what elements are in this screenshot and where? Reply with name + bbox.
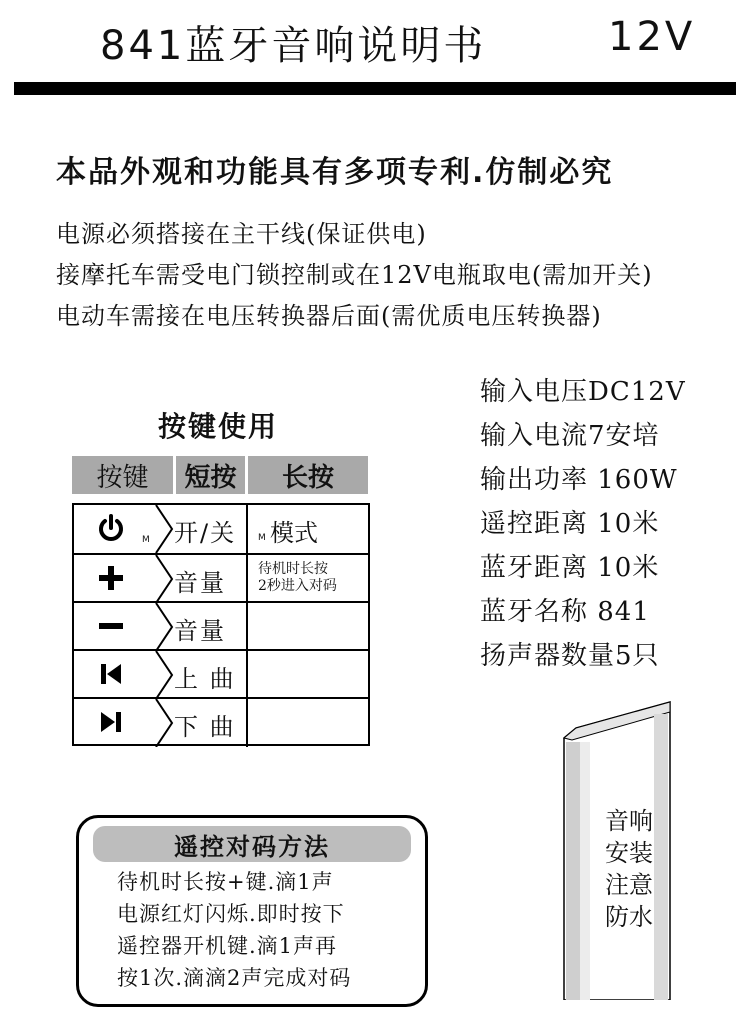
chevron-divider: [154, 603, 174, 651]
remote-pairing-box: [76, 815, 428, 1007]
spec-item: 输出功率 160W: [480, 465, 678, 495]
remote-pairing-steps: [117, 866, 351, 994]
plus-icon: [96, 563, 126, 593]
note-line: 注意: [605, 871, 653, 899]
remote-pairing-title: 遥控对码方法: [93, 826, 411, 862]
install-note: 接摩托车需受电门锁控制或在12V电瓶取电(需加开关): [56, 261, 653, 289]
short-press-label: 上 曲: [174, 665, 236, 693]
install-note: 电源必须搭接在主干线(保证供电): [56, 220, 427, 248]
column-divider: [246, 505, 248, 553]
table-row: [74, 505, 368, 553]
waterproof-note: [599, 805, 659, 933]
short-press-label: 开/关: [174, 519, 237, 547]
minus-icon: [96, 611, 126, 641]
note-line: 防水: [605, 903, 653, 931]
long-press-label: 待机时长按 2秒进入对码: [258, 561, 337, 594]
header-long-press: 长按: [248, 456, 368, 494]
buttons-table: [72, 503, 370, 746]
column-divider: [246, 555, 248, 603]
table-row: [74, 697, 368, 745]
patent-notice: 本品外观和功能具有多项专利.仿制必究: [56, 155, 614, 190]
title-rule: [14, 82, 736, 95]
chevron-divider: [154, 555, 174, 603]
short-press-label: 下 曲: [174, 713, 236, 741]
document-title: [100, 14, 696, 71]
table-row: [74, 601, 368, 649]
spec-item: 遥控距离 10米: [480, 509, 660, 539]
chevron-divider: [154, 505, 174, 553]
spec-item: 扬声器数量5只: [480, 641, 660, 671]
pairing-step: 电源红灯闪烁.即时按下: [117, 902, 345, 926]
column-divider: [246, 699, 248, 747]
mode-mark: M: [142, 535, 150, 545]
header-short-press: 短按: [176, 456, 245, 494]
chevron-divider: [154, 651, 174, 699]
pairing-step: 按1次.滴滴2声完成对码: [117, 966, 352, 990]
spec-item: 蓝牙距离 10米: [480, 553, 660, 583]
table-row: [74, 553, 368, 601]
power-icon: [96, 513, 126, 543]
pairing-step: 待机时长按+键.滴1声: [117, 870, 334, 894]
pairing-step: 遥控器开机键.滴1声再: [117, 934, 338, 958]
mode-mark: M: [258, 533, 266, 543]
short-press-label: 音量: [174, 569, 226, 597]
header-key: 按键: [72, 456, 173, 494]
spec-item: 输入电流7安培: [480, 421, 660, 451]
column-divider: [246, 651, 248, 699]
voltage-label: 12V: [608, 14, 696, 60]
spec-item: 输入电压DC12V: [480, 377, 686, 407]
next-track-icon: [96, 707, 126, 737]
note-line: 安装: [605, 839, 653, 867]
long-press-label: 模式: [270, 519, 318, 547]
note-line: 音响: [605, 807, 653, 835]
chevron-divider: [154, 699, 174, 747]
previous-track-icon: [96, 659, 126, 689]
install-notes: [56, 214, 653, 337]
spec-list: [480, 370, 686, 678]
short-press-label: 音量: [174, 617, 226, 645]
buttons-section-title: 按键使用: [158, 410, 279, 443]
table-row: [74, 649, 368, 697]
install-note: 电动车需接在电压转换器后面(需优质电压转换器): [56, 302, 602, 330]
spec-item: 蓝牙名称 841: [480, 597, 650, 627]
column-divider: [246, 603, 248, 651]
title-text: 841蓝牙音响说明书: [100, 23, 487, 69]
